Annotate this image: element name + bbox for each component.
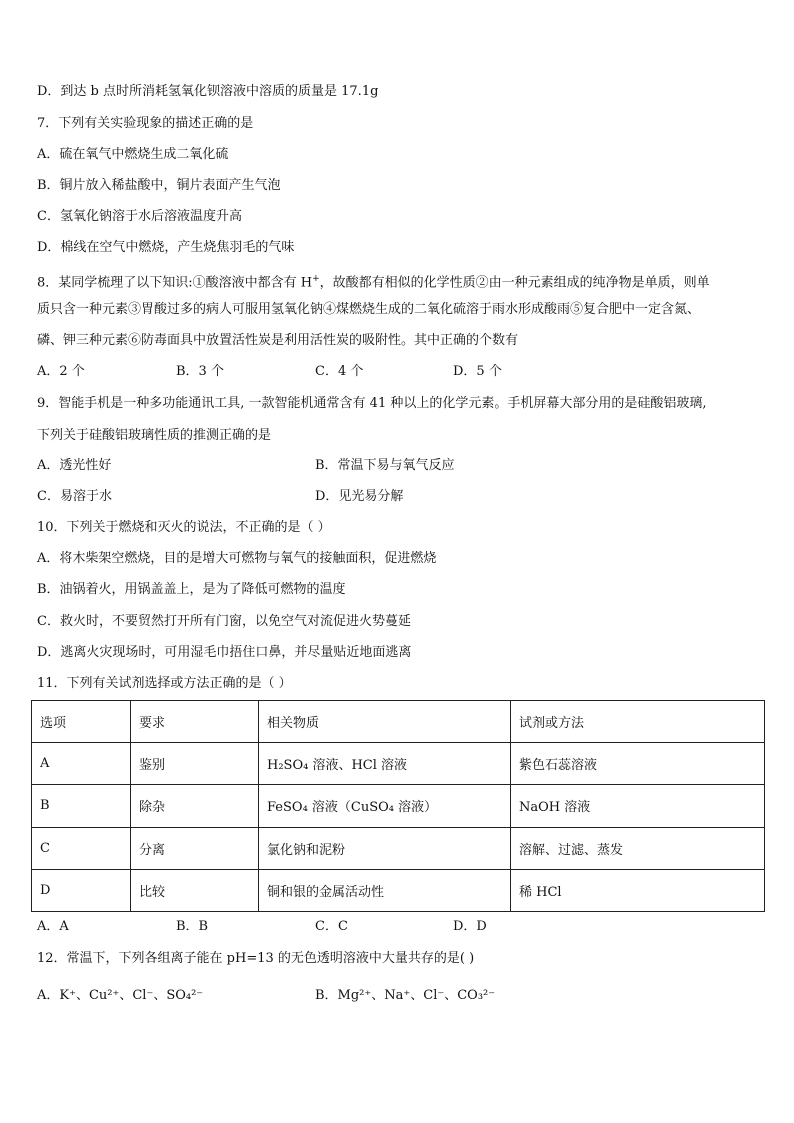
- question-9-option-a: A．透光性好: [37, 458, 112, 473]
- table-header-cell: 选项: [32, 701, 131, 743]
- table-header-cell: 相关物质: [259, 701, 511, 743]
- question-8-stem-line-3: 磷、钾三种元素⑥防毒面具中放置活性炭是利用活性炭的吸附性。其中正确的个数有: [37, 333, 519, 348]
- table-row: [32, 743, 765, 785]
- question-9-option-c: C．易溶于水: [37, 489, 112, 504]
- table-cell-reagent: 稀 HCl: [511, 869, 765, 911]
- question-8-option-c: C．4 个: [315, 364, 364, 379]
- question-11-option-b: B．B: [176, 919, 209, 934]
- table-cell-requirement: 分离: [131, 827, 259, 869]
- question-11-table: [31, 700, 765, 912]
- question-12-stem: 12．常温下，下列各组离子能在 pH=13 的无色透明溶液中大量共存的是( ): [37, 951, 475, 966]
- table-cell-requirement: 鉴别: [131, 743, 259, 785]
- question-9-option-d: D．见光易分解: [315, 489, 404, 504]
- table-cell-reagent: 溶解、过滤、蒸发: [511, 827, 765, 869]
- question-11-stem: 11．下列有关试剂选择或方法正确的是（ ）: [37, 676, 292, 691]
- question-7-option-c: C．氢氧化钠溶于水后溶液温度升高: [37, 209, 242, 224]
- table-cell-option: D: [32, 869, 131, 911]
- question-12-option-b: B．Mg²⁺、Na⁺、Cl⁻、CO₃²⁻: [315, 988, 496, 1003]
- question-8-superscript: +: [312, 274, 320, 284]
- question-9-stem-line-2: 下列关于硅酸铝玻璃性质的推测正确的是: [37, 428, 272, 443]
- table-row: [32, 785, 765, 827]
- table-cell-option: B: [32, 785, 131, 827]
- table-row: [32, 869, 765, 911]
- question-8-text-b: ，故酸都有相似的化学性质②由一种元素组成的纯净物是单质，则单: [319, 275, 710, 291]
- question-7-stem: 7．下列有关实验现象的描述正确的是: [37, 116, 254, 131]
- question-8-option-b: B．3 个: [176, 364, 224, 379]
- table-cell-substance: H₂SO₄ 溶液、HCl 溶液: [259, 743, 511, 785]
- question-8-option-d: D．5 个: [453, 364, 502, 379]
- question-11-option-a: A．A: [37, 919, 69, 934]
- question-10-option-b: B．油锅着火，用锅盖盖上，是为了降低可燃物的温度: [37, 582, 346, 597]
- question-8-stem-line-2: 质只含一种元素③胃酸过多的病人可服用氢氧化钠④煤燃烧生成的二氧化硫溶于雨水形成酸雨⑤复合肥中一定含氮、: [37, 302, 701, 317]
- table-cell-option: C: [32, 827, 131, 869]
- question-8-stem-line-1: [37, 271, 710, 291]
- question-7-option-d: D．棉线在空气中燃烧，产生烧焦羽毛的气味: [37, 240, 295, 255]
- table-cell-requirement: 除杂: [131, 785, 259, 827]
- table-row: [32, 827, 765, 869]
- question-9-stem-line-1: 9．智能手机是一种多功能通讯工具, 一款智能机通常含有 41 种以上的化学元素。手机屏幕大部分用的是硅酸铝玻璃,: [37, 396, 707, 411]
- question-7-option-b: B．铜片放入稀盐酸中，铜片表面产生气泡: [37, 178, 281, 193]
- table-cell-reagent: 紫色石蕊溶液: [511, 743, 765, 785]
- table-header-cell: 要求: [131, 701, 259, 743]
- question-11-option-c: C．C: [315, 919, 348, 934]
- question-8-text-a: 8．某同学梳理了以下知识:①酸溶液中都含有 H: [37, 275, 313, 291]
- question-10-option-d: D．逃离火灾现场时，可用湿毛巾捂住口鼻，并尽量贴近地面逃离: [37, 645, 412, 660]
- question-6-option-d: D．到达 b 点时所消耗氢氧化钡溶液中溶质的质量是 17.1g: [37, 84, 379, 99]
- question-10-option-a: A．将木柴架空燃烧，目的是增大可燃物与氧气的接触面积，促进燃烧: [37, 551, 437, 566]
- question-9-option-b: B．常温下易与氧气反应: [315, 458, 455, 473]
- question-7-option-a: A．硫在氧气中燃烧生成二氧化硫: [37, 147, 229, 162]
- table-cell-substance: 氯化钠和泥粉: [259, 827, 511, 869]
- table-cell-reagent: NaOH 溶液: [511, 785, 765, 827]
- table-cell-option: A: [32, 743, 131, 785]
- question-12-option-a: A．K⁺、Cu²⁺、Cl⁻、SO₄²⁻: [37, 988, 204, 1003]
- question-10-stem: 10．下列关于燃烧和灭火的说法，不正确的是（ ）: [37, 520, 331, 535]
- question-8-option-a: A．2 个: [37, 364, 85, 379]
- table-header-row: [32, 701, 765, 743]
- table-header-cell: 试剂或方法: [511, 701, 765, 743]
- question-11-option-d: D．D: [453, 919, 487, 934]
- table-cell-substance: FeSO₄ 溶液（CuSO₄ 溶液）: [259, 785, 511, 827]
- table-cell-substance: 铜和银的金属活动性: [259, 869, 511, 911]
- table-cell-requirement: 比较: [131, 869, 259, 911]
- question-10-option-c: C．救火时，不要贸然打开所有门窗，以免空气对流促进火势蔓延: [37, 614, 411, 629]
